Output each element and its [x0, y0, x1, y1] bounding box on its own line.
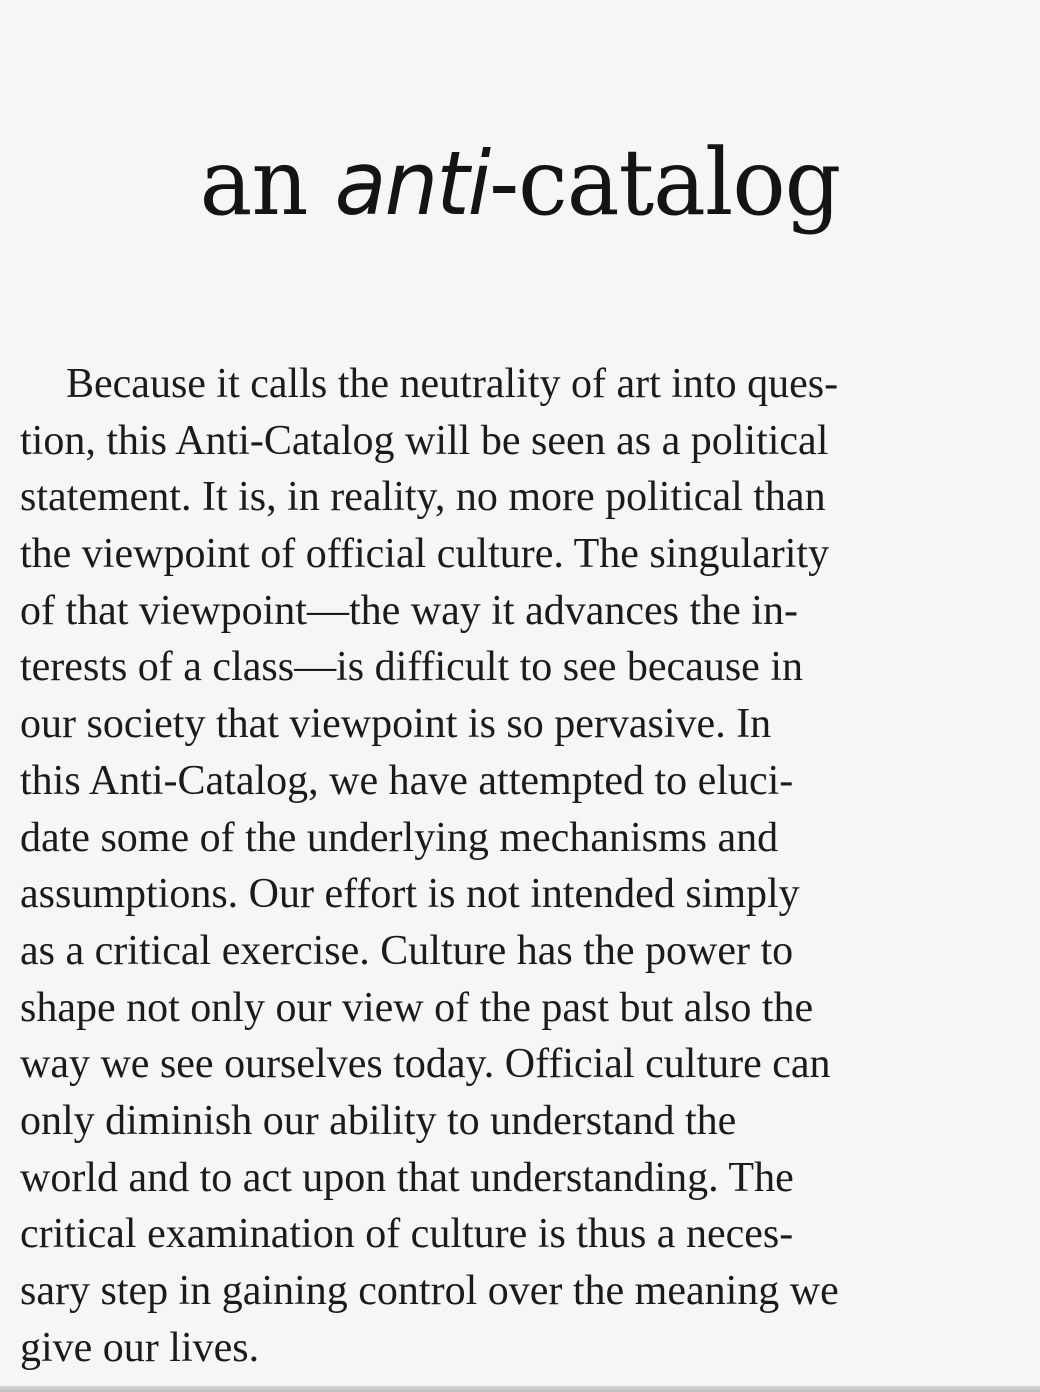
paragraph-line: statement. It is, in reality, no more political than — [20, 474, 826, 521]
paragraph-line: only diminish our ability to understand the — [20, 1097, 737, 1144]
title-suffix: -catalog — [489, 129, 841, 236]
paragraph-line: sary step in gaining control over the meaning we — [20, 1268, 839, 1314]
paragraph-line: shape not only our view of the past but also the — [20, 984, 814, 1031]
paragraph-line: world and to act upon that understanding. The — [20, 1154, 794, 1201]
paragraph-line: Because it calls the neutrality of art into ques- — [66, 361, 839, 407]
paragraph-line: way we see ourselves today. Official culture can — [20, 1041, 831, 1088]
paragraph-line: date some of the underlying mechanisms and — [20, 814, 779, 861]
paragraph-line: as a critical exercise. Culture has the power to — [20, 927, 794, 974]
paragraph-line: critical examination of culture is thus a neces- — [20, 1211, 794, 1258]
body-paragraph — [20, 356, 1030, 1376]
paragraph-line: assumptions. Our effort is not intended simply — [20, 871, 800, 918]
page-title — [20, 128, 1020, 239]
title-prefix: an — [199, 129, 335, 236]
title-italic-word: anti — [334, 132, 490, 235]
page-bottom-edge — [0, 1386, 1040, 1392]
paragraph-line: of that viewpoint—the way it advances the in- — [20, 587, 798, 634]
paragraph-line: the viewpoint of official culture. The singularity — [20, 531, 830, 578]
paragraph-line: this Anti-Catalog, we have attempted to eluci- — [20, 757, 794, 804]
paragraph-line: terests of a class—is difficult to see because in — [20, 644, 803, 691]
paragraph-line: tion, this Anti-Catalog will be seen as a political — [20, 417, 829, 464]
paragraph-line: give our lives. — [20, 1324, 260, 1371]
paragraph-line: our society that viewpoint is so pervasive. In — [20, 701, 772, 748]
